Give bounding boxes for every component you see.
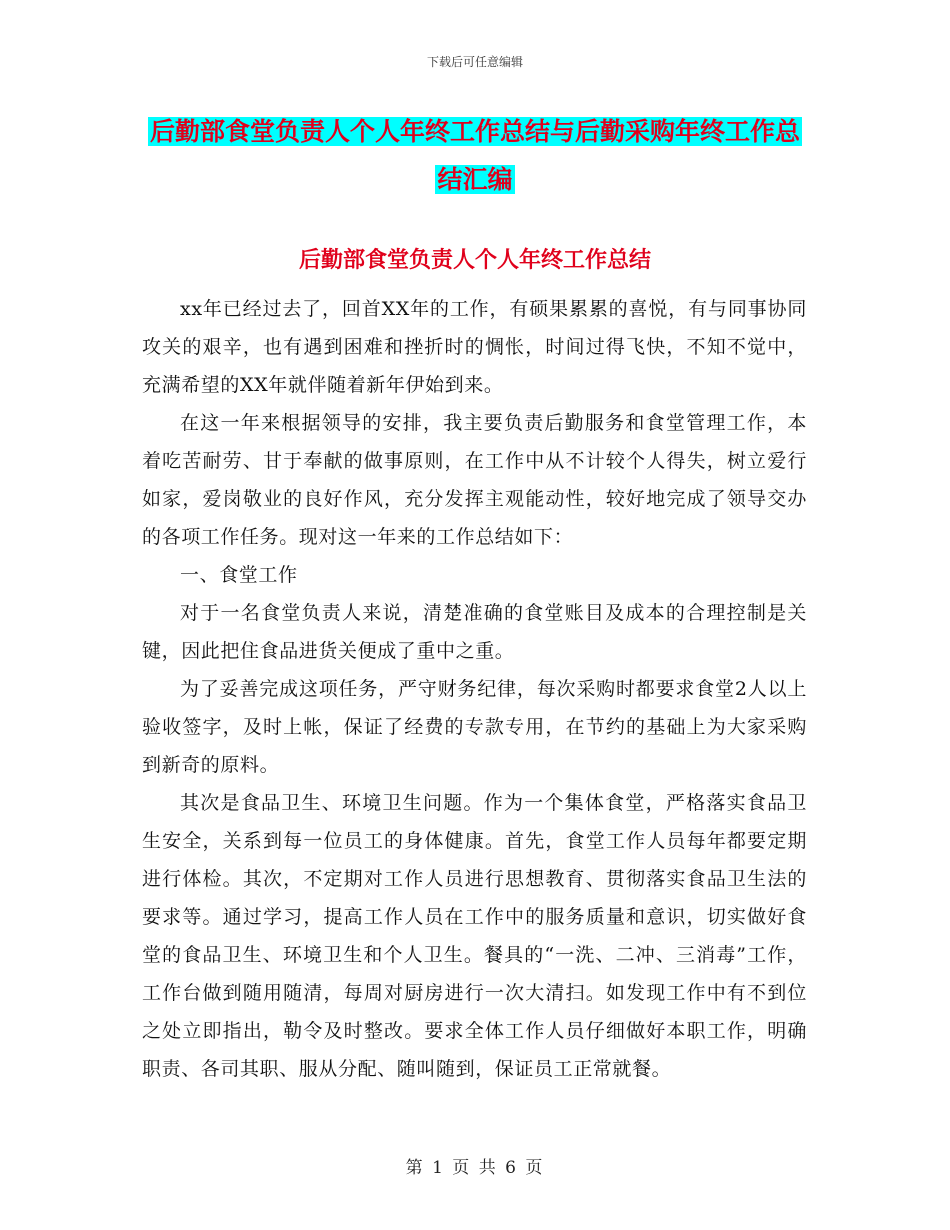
- document-body: [142, 290, 807, 1088]
- page-number: 第 1 页 共 6 页: [405, 1158, 545, 1178]
- paragraph: 其次是食品卫生、环境卫生问题。作为一个集体食堂，严格落实食品卫生安全，关系到每一位员工的身体健康。首先，食堂工作人员每年都要定期进行体检。其次，不定期对工作人员进行思想教育、贯彻落实食品卫生法的要求等。通过学习，提高工作人员在工作中的服务质量和意识，切实做好食堂的食品卫生、环境卫生和个人卫生。餐具的“一洗、二冲、三消毒”工作，工作台做到随用随清，每周对厨房进行一次大清扫。如发现工作中有不到位之处立即指出，勒令及时整改。要求全体工作人员仔细做好本职工作，明确职责、各司其职、服从分配、随叫随到，保证员工正常就餐。: [142, 792, 807, 1080]
- header-note: 下载后可任意编辑: [426, 55, 523, 69]
- section-title: 后勤部食堂负责人个人年终工作总结: [298, 248, 651, 273]
- document-title: [140, 108, 810, 204]
- paragraph: 在这一年来根据领导的安排，我主要负责后勤服务和食堂管理工作，本着吃苦耐劳、甘于奉献的做事原则，在工作中从不计较个人得失，树立爱行如家，爱岗敬业的良好作风，充分发挥主观能动性，较好地完成了领导交办的各项工作任务。现对这一年来的工作总结如下：: [142, 412, 807, 548]
- subheading: 一、食堂工作: [180, 564, 298, 586]
- paragraph: 对于一名食堂负责人来说，清楚准确的食堂账目及成本的合理控制是关键，因此把住食品进货关便成了重中之重。: [142, 602, 807, 662]
- document-title-text: 后勤部食堂负责人个人年终工作总结与后勤采购年终工作总结汇编: [149, 117, 800, 194]
- paragraph: 为了妥善完成这项任务，严守财务纪律，每次采购时都要求食堂2人以上验收签字，及时上帐，保证了经费的专款专用，在节约的基础上为大家采购到新奇的原料。: [142, 678, 807, 776]
- paragraph: xx年已经过去了，回首XX年的工作，有硕果累累的喜悦，有与同事协同攻关的艰辛，也有遇到困难和挫折时的惆怅，时间过得飞快，不知不觉中，充满希望的XX年就伴随着新年伊始到来。: [142, 298, 807, 396]
